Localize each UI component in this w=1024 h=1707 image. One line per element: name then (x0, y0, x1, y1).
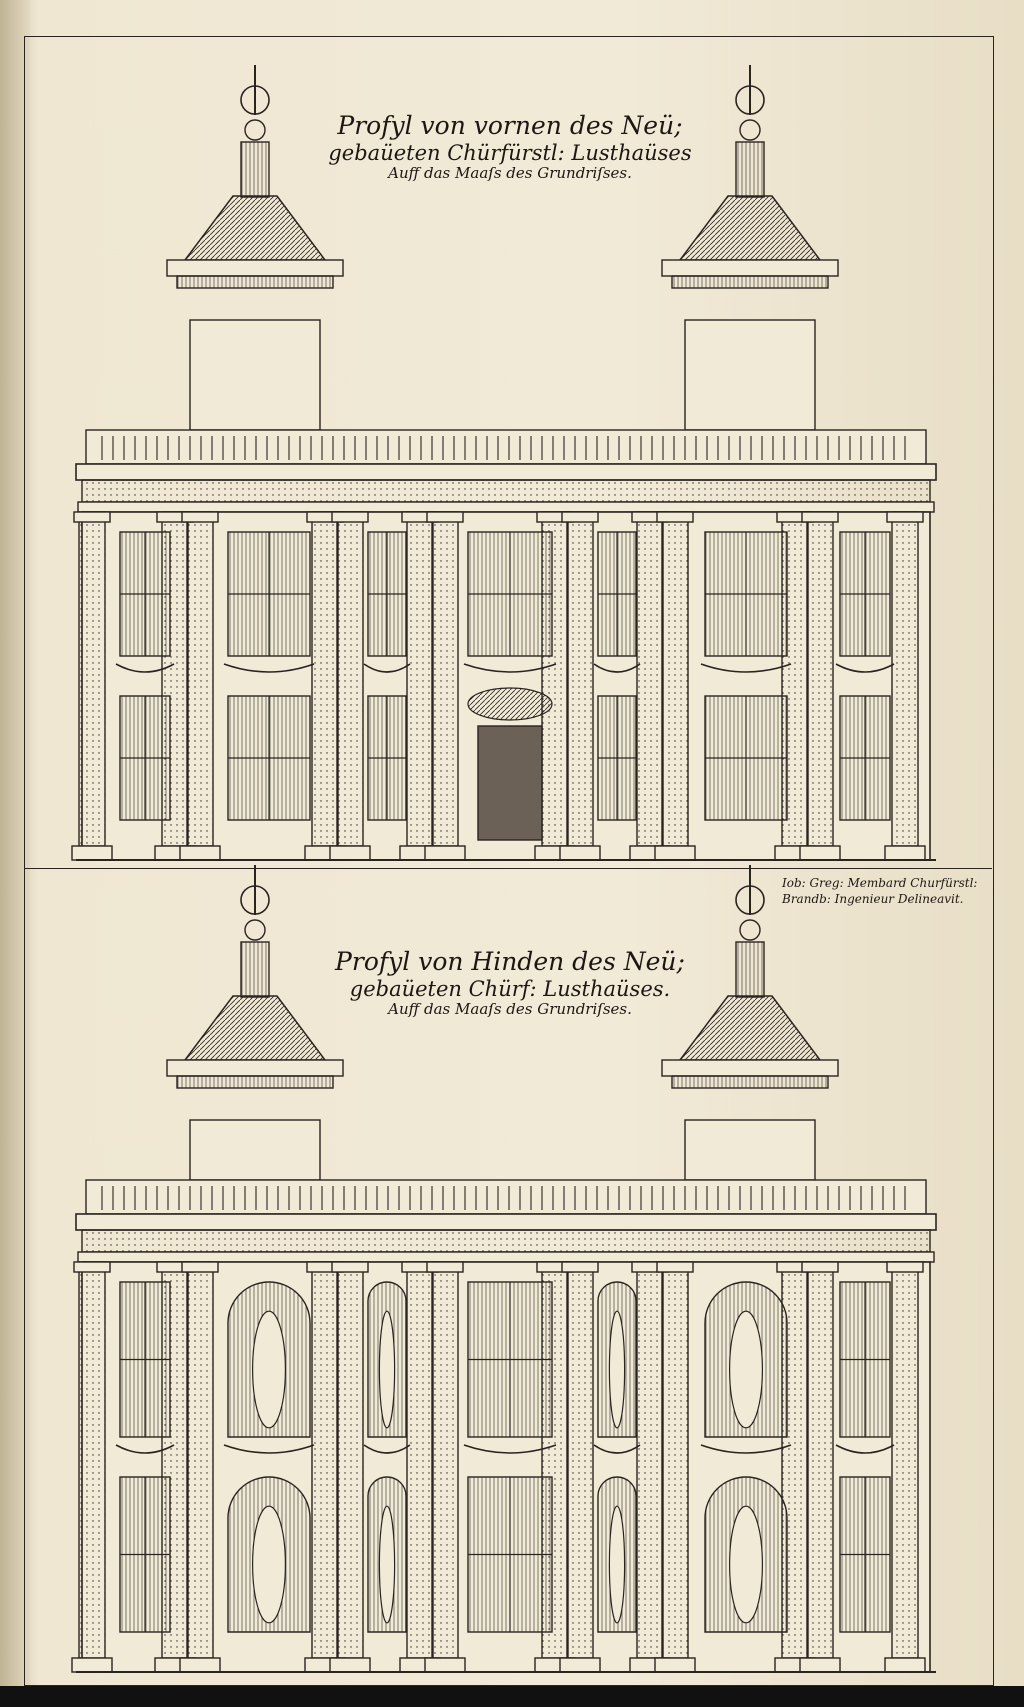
front-left-tower-finial-knob (245, 120, 265, 140)
rear-column-capital (657, 1262, 693, 1272)
rear-statue-figure (609, 1506, 624, 1623)
front-title-line-1: Profyl von vornen des Neü; (337, 111, 683, 140)
front-column-capital (332, 512, 368, 522)
rear-column-capital (562, 1262, 598, 1272)
rear-column (807, 1262, 833, 1658)
front-entrance-door (478, 726, 542, 840)
rear-column-capital (74, 1262, 110, 1272)
front-column (407, 512, 433, 846)
front-column-base (330, 846, 370, 860)
front-column (662, 512, 688, 846)
front-column-base (560, 846, 600, 860)
rear-column (79, 1262, 105, 1658)
rear-statue-figure (379, 1506, 394, 1623)
front-column-capital (182, 512, 218, 522)
front-column-capital (562, 512, 598, 522)
front-column (432, 512, 458, 846)
rear-statue-figure (379, 1311, 394, 1428)
rear-column-capital (332, 1262, 368, 1272)
front-left-tower-body (190, 320, 320, 430)
rear-statue-figure (730, 1311, 763, 1428)
rear-left-tower-cornice (167, 1060, 343, 1076)
front-column-capital (74, 512, 110, 522)
front-frieze (82, 480, 930, 502)
front-architrave (78, 502, 934, 512)
front-left-tower-roof (185, 196, 325, 260)
front-column (637, 512, 663, 846)
front-column (312, 512, 338, 846)
rear-column-base (425, 1658, 465, 1672)
rear-right-tower-frieze (672, 1076, 828, 1088)
front-column (187, 512, 213, 846)
rear-left-tower-lantern (241, 942, 269, 997)
front-elevation-title (300, 112, 720, 182)
front-title-line-3: Auff das Maaſs des Grundriſses. (388, 163, 632, 182)
front-cornice (76, 464, 936, 480)
rear-column-base (885, 1658, 925, 1672)
rear-column-base (72, 1658, 112, 1672)
rear-column (637, 1262, 663, 1658)
rear-elevation-title (300, 948, 720, 1018)
rear-column (187, 1262, 213, 1658)
rear-left-tower-body (190, 1120, 320, 1180)
rear-column (662, 1262, 688, 1658)
rear-column (407, 1262, 433, 1658)
rear-column (337, 1262, 363, 1658)
rear-column-capital (887, 1262, 923, 1272)
rear-column-base (560, 1658, 600, 1672)
rear-column (432, 1262, 458, 1658)
front-column-capital (427, 512, 463, 522)
front-column-base (72, 846, 112, 860)
rear-column-base (180, 1658, 220, 1672)
rear-title-line-3: Auff das Maaſs des Grundriſses. (388, 999, 632, 1018)
front-right-tower-cornice (662, 260, 838, 276)
scan-bottom-border (0, 1686, 1024, 1707)
rear-column-base (800, 1658, 840, 1672)
engraver-credit (782, 875, 992, 907)
rear-column-capital (182, 1262, 218, 1272)
front-right-tower-roof (680, 196, 820, 260)
front-coat-of-arms (468, 688, 552, 720)
rear-column (892, 1262, 918, 1658)
front-column-capital (887, 512, 923, 522)
front-column-base (655, 846, 695, 860)
front-left-tower-lantern (241, 142, 269, 197)
front-column (79, 512, 105, 846)
credit-line-1: Iob: Greg: Membard Churfürstl: (782, 876, 978, 890)
rear-frieze (82, 1230, 930, 1252)
front-column-base (800, 846, 840, 860)
front-title-line-2: gebaüeten Chürfürstl: Lusthaüses (328, 140, 692, 165)
front-left-tower-frieze (177, 276, 333, 288)
rear-cornice (76, 1214, 936, 1230)
front-left-tower-cornice (167, 260, 343, 276)
rear-column-base (655, 1658, 695, 1672)
rear-left-tower-frieze (177, 1076, 333, 1088)
front-column-base (885, 846, 925, 860)
rear-right-tower-lantern (736, 942, 764, 997)
front-column (807, 512, 833, 846)
rear-statue-figure (609, 1311, 624, 1428)
front-column-base (425, 846, 465, 860)
rear-column-capital (427, 1262, 463, 1272)
rear-column (567, 1262, 593, 1658)
rear-statue-figure (253, 1311, 286, 1428)
front-column-base (180, 846, 220, 860)
credit-line-2: Brandb: Ingenieur Delineavit. (782, 892, 964, 907)
rear-right-tower-finial-knob (740, 920, 760, 940)
rear-right-tower-body (685, 1120, 815, 1180)
front-right-tower-finial-knob (740, 120, 760, 140)
rear-left-tower-finial-knob (245, 920, 265, 940)
rear-column (312, 1262, 338, 1658)
front-column-capital (657, 512, 693, 522)
rear-statue-figure (253, 1506, 286, 1623)
rear-architrave (78, 1252, 934, 1262)
front-right-tower-lantern (736, 142, 764, 197)
rear-column-capital (802, 1262, 838, 1272)
front-column-capital (802, 512, 838, 522)
rear-column-base (330, 1658, 370, 1672)
rear-right-tower-cornice (662, 1060, 838, 1076)
rear-title-line-1: Profyl von Hinden des Neü; (335, 947, 685, 976)
front-column (892, 512, 918, 846)
rear-statue-figure (730, 1506, 763, 1623)
front-column (567, 512, 593, 846)
front-column (337, 512, 363, 846)
front-right-tower-body (685, 320, 815, 430)
rear-title-line-2: gebaüeten Chürf: Lusthaüses. (349, 976, 671, 1001)
front-right-tower-frieze (672, 276, 828, 288)
